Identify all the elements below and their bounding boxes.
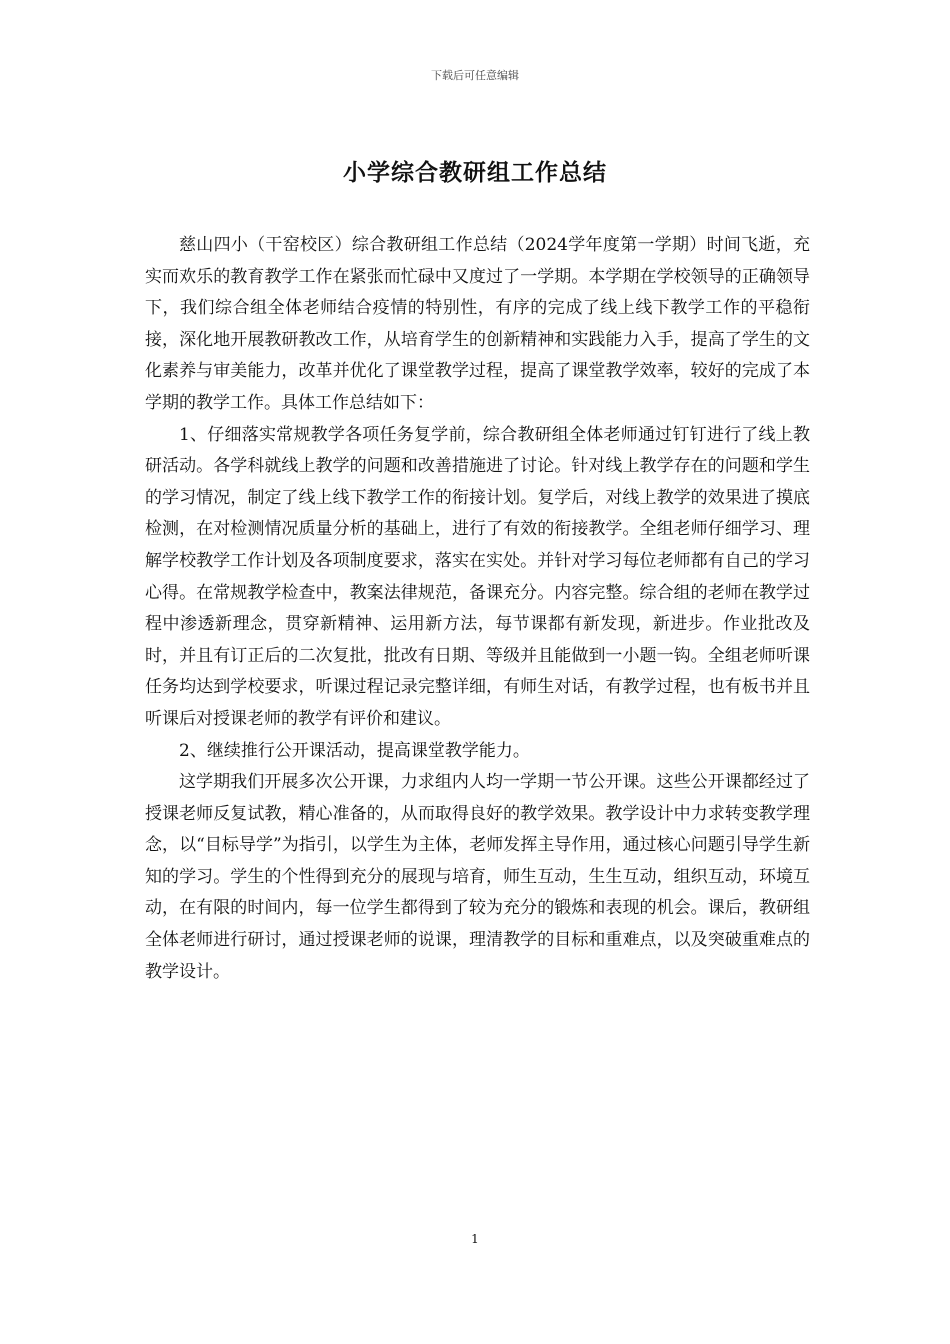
document-body (145, 230, 810, 988)
header-note: 下载后可任意编辑 (431, 69, 519, 82)
paragraph-routine-teaching: 1、仔细落实常规教学各项任务复学前，综合教研组全体老师通过钉钉进行了线上教研活动。各学科就线上教学的问题和改善措施进了讨论。针对线上教学存在的问题和学生的学习情况，制定了线上线下教学工作的衔接计划。复学后，对线上教学的效果进了摸底检测，在对检测情况质量分析的基础上，进行了有效的衔接教学。全组老师仔细学习、理解学校教学工作计划及各项制度要求，落实在实处。并针对学习每位老师都有自己的学习心得。在常规教学检查中，教案法律规范，备课充分。内容完整。综合组的老师在教学过程中渗透新理念，贯穿新精神、运用新方法，每节课都有新发现，新进步。作业批改及时，并且有订正后的二次复批，批改有日期、等级并且能做到一小题一钩。全组老师听课任务均达到学校要求，听课过程记录完整详细，有师生对话，有教学过程，也有板书并且听课后对授课老师的教学有评价和建议。 (145, 424, 810, 729)
paragraph-intro: 慈山四小（干窑校区）综合教研组工作总结（2024学年度第一学期）时间飞逝，充实而欢乐的教育教学工作在紧张而忙碌中又度过了一学期。本学期在学校领导的正确领导下，我们综合组全体老师结合疫情的特别性，有序的完成了线上线下教学工作的平稳衔接，深化地开展教研教改工作，从培育学生的创新精神和实践能力入手，提高了学生的文化素养与审美能力，改革并优化了课堂教学过程，提高了课堂教学效率，较好的完成了本学期的教学工作。具体工作总结如下： (145, 235, 810, 413)
paragraph-open-class: 这学期我们开展多次公开课，力求组内人均一学期一节公开课。这些公开课都经过了授课老师反复试教，精心准备的，从而取得良好的教学效果。教学设计中力求转变教学理念，以“目标导学”为指引，以学生为主体，老师发挥主导作用，通过核心问题引导学生新知的学习。学生的个性得到充分的展现与培育，师生互动，生生互动，组织互动，环境互动，在有限的时间内，每一位学生都得到了较为充分的锻炼和表现的机会。课后，教研组全体老师进行研讨，通过授课老师的说课，理清教学的目标和重难点，以及突破重难点的教学设计。 (145, 772, 810, 982)
document-title: 小学综合教研组工作总结 (343, 160, 607, 186)
page-number: 1 (471, 1232, 479, 1246)
paragraph-open-class-heading: 2、继续推行公开课活动，提高课堂教学能力。 (179, 740, 530, 761)
